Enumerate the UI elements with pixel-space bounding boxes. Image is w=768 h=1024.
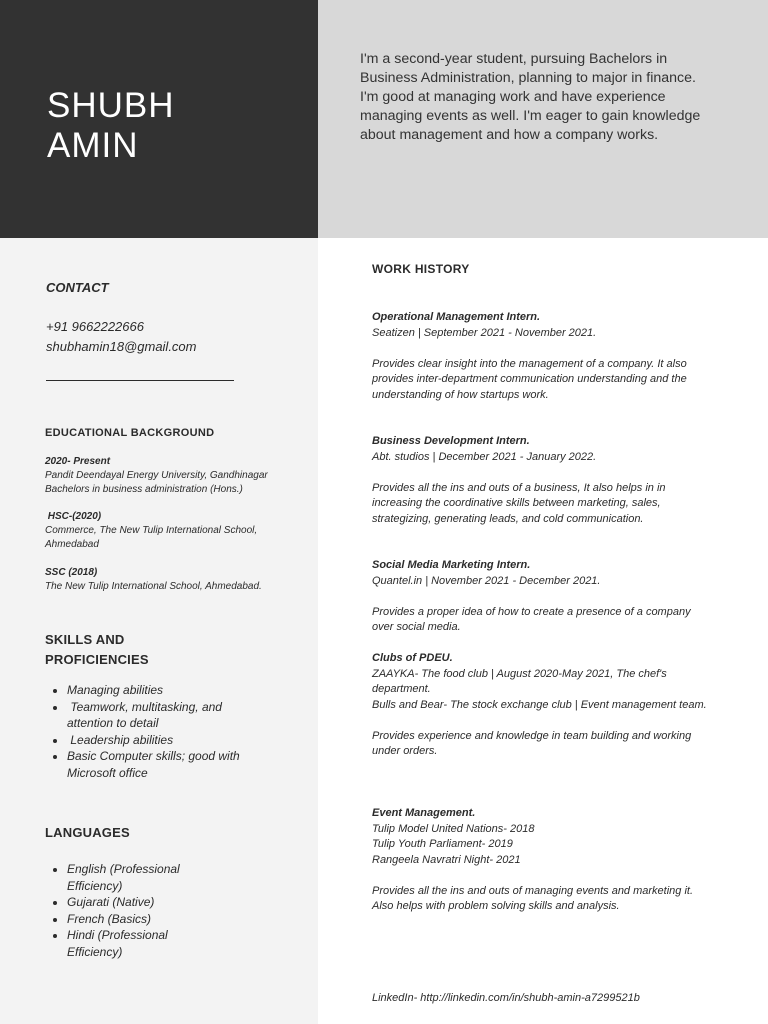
job-detail: ZAAYKA- The food club | August 2020-May 2021, The chef's department. [372,667,667,695]
summary-header [318,0,768,238]
education-line: Pandit Deendayal Energy University, Gandhinagar [45,470,268,481]
education-entry [45,566,300,594]
education-heading: EDUCATIONAL BACKGROUND [45,427,215,439]
education-line: Bachelors in business administration (Hons.) [45,484,243,495]
education-line: Commerce, The New Tulip International School, [45,525,258,536]
job-title: Clubs of PDEU. [372,652,453,664]
work-history-heading: WORK HISTORY [372,262,470,276]
skill-item: • Basic Computer skills; good with Microsoft office [67,748,247,781]
skills-heading [45,630,149,670]
languages-list [49,861,217,960]
job-detail: Rangeela Navratri Night- 2021 [372,853,521,866]
left-sidebar [0,238,318,1024]
language-item: • Hindi (Professional Efficiency) [67,927,217,960]
job-entry [372,310,707,403]
job-detail: Bulls and Bear- The stock exchange club | Event management team. [372,698,707,711]
job-detail: Tulip Youth Parliament- 2019 [372,838,513,850]
job-title: Social Media Marketing Intern. [372,559,531,571]
job-detail: Seatizen | September 2021 - November 2021. [372,326,597,339]
skills-heading-line: SKILLS AND [45,632,125,647]
profile-summary: I'm a second-year student, pursuing Bachelors in Business Administration, planning to major in finance. I'm good at managing work and have experience managing events as well. I'm eager to gain knowledge about management and how a company works. [360,51,701,143]
job-description: Provides all the ins and outs of a business, It also helps in in increasing the coordinative skills between marketing, sales, strategizing, generating leads, and cold communication. [372,481,666,525]
job-title: Operational Management Intern. [372,311,541,323]
job-detail: Abt. studios | December 2021 - January 2022. [372,450,597,463]
name-first: SHUBH [47,86,175,125]
skills-heading-line: PROFICIENCIES [45,652,149,667]
name-header [0,0,318,238]
contact-phone[interactable]: +91 9662222666 [46,319,144,334]
job-detail: Quantel.in | November 2021 - December 2021. [372,574,601,587]
education-year: HSC-(2020) [45,511,102,522]
job-description: Provides all the ins and outs of managing events and marketing it. Also helps with problem solving skills and analysis. [372,884,694,912]
languages-heading: LANGUAGES [45,825,130,840]
contact-heading: CONTACT [46,280,109,295]
contact-divider [46,380,234,381]
person-name [47,86,175,166]
skill-item: • Teamwork, multitasking, and attention to detail [67,699,247,732]
education-entry [45,510,300,552]
job-entry [372,558,707,636]
language-item: • English (Professional Efficiency) [67,861,217,894]
linkedin-link[interactable]: LinkedIn- http://linkedin.com/in/shubh-amin-a7299521b [372,992,640,1004]
language-item: • French (Basics) [67,911,217,928]
job-title: Business Development Intern. [372,435,530,447]
job-entry [372,806,707,915]
job-entry [372,651,707,760]
education-line: Ahmedabad [45,539,99,550]
job-description: Provides clear insight into the management of a company. It also provides inter-department communication understanding and the understanding of how startups work. [372,357,687,401]
skills-list [49,682,247,781]
name-last: AMIN [47,126,139,165]
contact-email[interactable]: shubhamin18@gmail.com [46,339,197,354]
job-detail: Tulip Model United Nations- 2018 [372,822,535,835]
job-entry [372,434,707,527]
job-title: Event Management. [372,807,476,819]
education-year: 2020- Present [45,456,111,467]
education-year: SSC (2018) [45,567,98,578]
job-description: Provides a proper idea of how to create a presence of a company over social media. [372,605,691,633]
education-entry [45,455,300,497]
main-content [318,238,768,1024]
skill-item: • Managing abilities [67,682,247,699]
skill-item: • Leadership abilities [67,732,247,749]
job-description: Provides experience and knowledge in team building and working under orders. [372,729,692,757]
language-item: • Gujarati (Native) [67,894,217,911]
education-line: The New Tulip International School, Ahmedabad. [45,581,262,592]
